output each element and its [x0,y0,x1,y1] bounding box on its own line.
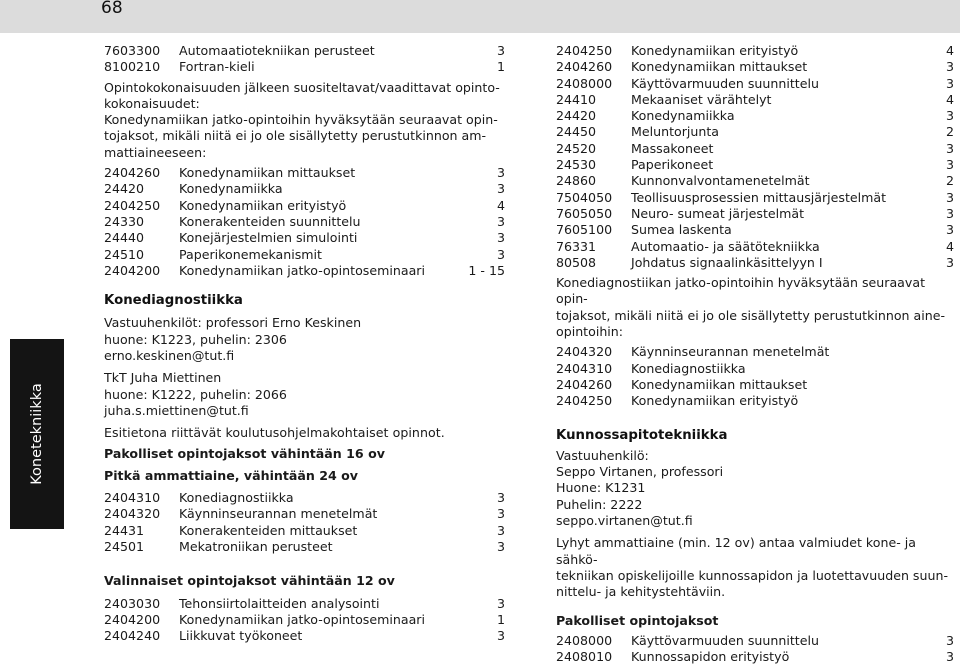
course-row [104,539,506,555]
course-credits: 4 [945,238,954,254]
left-column [104,43,506,645]
course-row [556,255,955,271]
course-credits: 3 [945,108,954,124]
course-code: 24510 [104,246,145,262]
text-line: tojaksot, mikäli niitä ei jo ole sisällytetty perustutkinnon am- [104,128,487,144]
course-code: 2404240 [104,628,161,644]
course-row [104,523,506,539]
course-name: Paperikoneet [631,157,714,173]
text-line: TkT Juha Miettinen [104,370,222,386]
course-row [104,247,506,263]
course-code: 7603300 [104,43,161,58]
course-row [104,506,506,522]
course-name: Konediagnostiikka [179,490,294,506]
course-code: 2404310 [104,490,161,506]
elective-course-list-continued [556,43,955,271]
course-name: Massakoneet [631,140,714,156]
course-row [556,59,955,75]
course-name: Automaatio- ja säätötekniikka [631,238,820,254]
course-credits: 4 [945,91,954,107]
course-credits: 3 [496,490,505,506]
course-row [104,198,506,214]
course-name: Konedynamiikan erityistyö [179,197,347,213]
course-credits: 4 [496,197,505,213]
course-code: 2404200 [104,262,161,278]
course-name: Konedynamiikan erityistyö [631,43,799,58]
course-name: Käyttövarmuuden suunnittelu [631,75,819,91]
course-name: Konedynamiikan jatko-opintoseminaari [179,262,425,278]
text-line: huone: K1223, puhelin: 2306 [104,331,287,347]
course-code: 2404250 [556,43,613,58]
course-code: 24530 [556,157,597,173]
course-credits: 3 [945,157,954,173]
course-name: Konerakenteiden mittaukset [179,522,358,538]
course-code: 2404310 [556,360,613,376]
course-name: Konedynamiikan jatko-opintoseminaari [179,611,425,627]
course-row [104,612,506,628]
course-credits: 4 [945,43,954,58]
course-code: 2404320 [104,506,161,522]
text-line: Seppo Virtanen, professori [556,464,724,480]
text-line: Huone: K1231 [556,480,646,496]
course-name: Kunnonvalvontamenetelmät [631,173,810,189]
course-row [104,596,506,612]
course-credits: 3 [496,539,505,555]
course-credits: 3 [945,649,954,665]
course-row [104,628,506,644]
course-name: Konedynamiikan mittaukset [631,59,808,75]
course-name: Teollisuusprosessien mittausjärjestelmät [631,189,887,205]
course-code: 24860 [556,173,597,189]
course-name: Konerakenteiden suunnittelu [179,213,361,229]
course-row [556,76,955,92]
major-subject-heading: Pitkä ammattiaine, vähintään 24 ov [104,467,359,483]
course-code: 2403030 [104,595,161,611]
course-code: 24450 [556,124,597,140]
page-header-bar [0,0,960,33]
course-credits: 3 [945,222,954,238]
course-code: 76331 [556,238,597,254]
course-name: Liikkuvat työkoneet [179,628,303,644]
course-name: Käynninseurannan menetelmät [179,506,378,522]
kunnossapito-contact [556,448,955,529]
course-name: Konedynamiikka [179,181,283,197]
course-row [556,239,955,255]
course-row [556,141,955,157]
konedynamiikka-intro [104,112,506,161]
course-credits: 3 [945,205,954,221]
kunnossapito-course-list [556,633,955,665]
course-name: Konediagnostiikka [631,360,746,376]
kunnossapito-description [556,535,955,600]
text-line: Konediagnostiikan jatko-opintoihin hyväksytään seuraavat opin- [556,275,926,307]
course-name: Automaatiotekniikan perusteet [179,43,375,58]
course-row [104,490,506,506]
side-tab-label: Konetekniikka [29,383,45,485]
course-code: 2408000 [556,632,613,648]
course-credits: 2 [945,124,954,140]
course-credits: 2 [945,173,954,189]
course-credits: 3 [496,595,505,611]
major-course-list [104,490,506,555]
course-credits: 1 [496,59,505,75]
course-row [556,92,955,108]
top-course-list [104,43,506,76]
konediagnostiikka-heading: Konediagnostiikka [104,293,243,309]
course-code: 24440 [104,230,145,246]
text-line: juha.s.miettinen@tut.fi [104,402,249,418]
course-row [556,173,955,189]
course-code: 2404260 [104,165,161,181]
course-row [104,230,506,246]
kunnossapitotekniikka-heading: Kunnossapitotekniikka [556,427,728,443]
course-row [104,263,506,279]
course-code: 80508 [556,254,597,270]
konediagnostiikka-intro [556,275,955,340]
course-credits: 3 [496,522,505,538]
course-code: 8100210 [104,59,161,75]
course-row [104,59,506,75]
text-line: kokonaisuudet: [104,95,200,111]
course-code: 7504050 [556,189,613,205]
responsible-contact-2 [104,370,506,419]
text-line: Lyhyt ammattiaine (min. 12 ov) antaa valmiudet kone- ja sähkö- [556,535,916,567]
course-row [556,633,955,649]
course-name: Käynninseurannan menetelmät [631,344,830,360]
course-code: 7605050 [556,205,613,221]
course-row [556,108,955,124]
course-name: Fortran-kieli [179,59,255,75]
course-row [556,344,955,360]
course-credits: 3 [945,189,954,205]
recommended-intro [104,80,506,113]
course-credits: 3 [945,140,954,156]
course-name: Mekaaniset värähtelyt [631,91,772,107]
text-line: seppo.virtanen@tut.fi [556,513,693,529]
course-row [104,214,506,230]
course-credits: 3 [945,632,954,648]
konediagnostiikka-course-list [556,344,955,409]
text-line: tekniikan opiskelijoille kunnossapidon ja luotettavuuden suun- [556,567,948,583]
course-code: 2404260 [556,59,613,75]
course-row [556,206,955,222]
text-line: erno.keskinen@tut.fi [104,348,235,364]
text-line: nittelu- ja kehitystehtäviin. [556,584,726,600]
course-code: 2408010 [556,649,613,665]
course-credits: 3 [945,75,954,91]
course-row [556,190,955,206]
text-line: Vastuuhenkilö: [556,447,649,463]
course-code: 24501 [104,539,145,555]
text-line: tojaksot, mikäli niitä ei jo ole sisällytetty perustutkinnon aine- [556,307,946,323]
course-code: 2404320 [556,344,613,360]
text-line: Puhelin: 2222 [556,496,643,512]
course-row [556,222,955,238]
course-credits: 3 [945,254,954,270]
course-name: Konedynamiikan mittaukset [179,165,356,181]
responsible-contact-1 [104,315,506,364]
course-credits: 3 [945,59,954,75]
course-row [104,181,506,197]
side-tab [10,339,64,529]
course-row [556,393,955,409]
elective-course-list [104,596,506,645]
text-line: mattiaineeseen: [104,144,207,160]
text-line: Opintokokonaisuuden jälkeen suositeltavat/vaadittavat opinto- [104,79,500,95]
course-name: Käyttövarmuuden suunnittelu [631,632,819,648]
course-code: 7605100 [556,222,613,238]
text-line: Vastuuhenkilöt: professori Erno Keskinen [104,315,362,331]
course-code: 24431 [104,522,145,538]
course-row [556,377,955,393]
course-code: 2404260 [556,376,613,392]
course-row [104,165,506,181]
course-name: Tehonsiirtolaitteiden analysointi [179,595,380,611]
course-credits: 3 [496,230,505,246]
course-credits: 3 [496,506,505,522]
course-row [104,43,506,59]
course-credits: 1 - 15 [468,262,505,278]
course-credits: 3 [496,165,505,181]
course-code: 24420 [556,108,597,124]
course-code: 2408000 [556,75,613,91]
course-name: Konedynamiikan erityistyö [631,393,799,409]
course-credits: 3 [496,181,505,197]
page-number: 68 [101,0,123,18]
course-name: Konedynamiikka [631,108,735,124]
course-name: Paperikonemekanismit [179,246,322,262]
course-code: 2404250 [104,197,161,213]
course-row [556,361,955,377]
right-column [556,43,955,665]
course-code: 24520 [556,140,597,156]
course-name: Johdatus signaalinkäsittelyyn I [631,254,823,270]
course-credits: 1 [496,611,505,627]
text-line: opintoihin: [556,324,624,340]
course-name: Neuro- sumeat järjestelmät [631,205,805,221]
course-name: Meluntorjunta [631,124,720,140]
course-code: 2404250 [556,393,613,409]
course-code: 2404200 [104,611,161,627]
elective-courses-heading: Valinnaiset opintojaksot vähintään 12 ov [104,573,395,589]
text-line: huone: K1222, puhelin: 2066 [104,386,287,402]
course-name: Sumea laskenta [631,222,732,238]
course-code: 24410 [556,91,597,107]
course-code: 24330 [104,213,145,229]
compulsory-courses-heading: Pakolliset opintojaksot vähintään 16 ov [104,445,385,461]
text-line: Konedynamiikan jatko-opintoihin hyväksytään seuraavat opin- [104,112,498,128]
course-row [556,649,955,665]
course-credits: 3 [496,246,505,262]
course-row [556,157,955,173]
kunnossapito-compulsory-heading: Pakolliset opintojaksot [556,612,719,628]
course-name: Konejärjestelmien simulointi [179,230,358,246]
course-credits: 3 [496,628,505,644]
course-credits: 3 [496,43,505,58]
course-row [556,43,955,59]
course-row [556,124,955,140]
course-name: Mekatroniikan perusteet [179,539,333,555]
course-code: 24420 [104,181,145,197]
course-name: Kunnossapidon erityistyö [631,649,790,665]
konedynamiikka-course-list [104,165,506,279]
course-name: Konedynamiikan mittaukset [631,376,808,392]
course-credits: 3 [496,213,505,229]
prerequisites-text: Esitietona riittävät koulutusohjelmakohtaiset opinnot. [104,425,445,441]
